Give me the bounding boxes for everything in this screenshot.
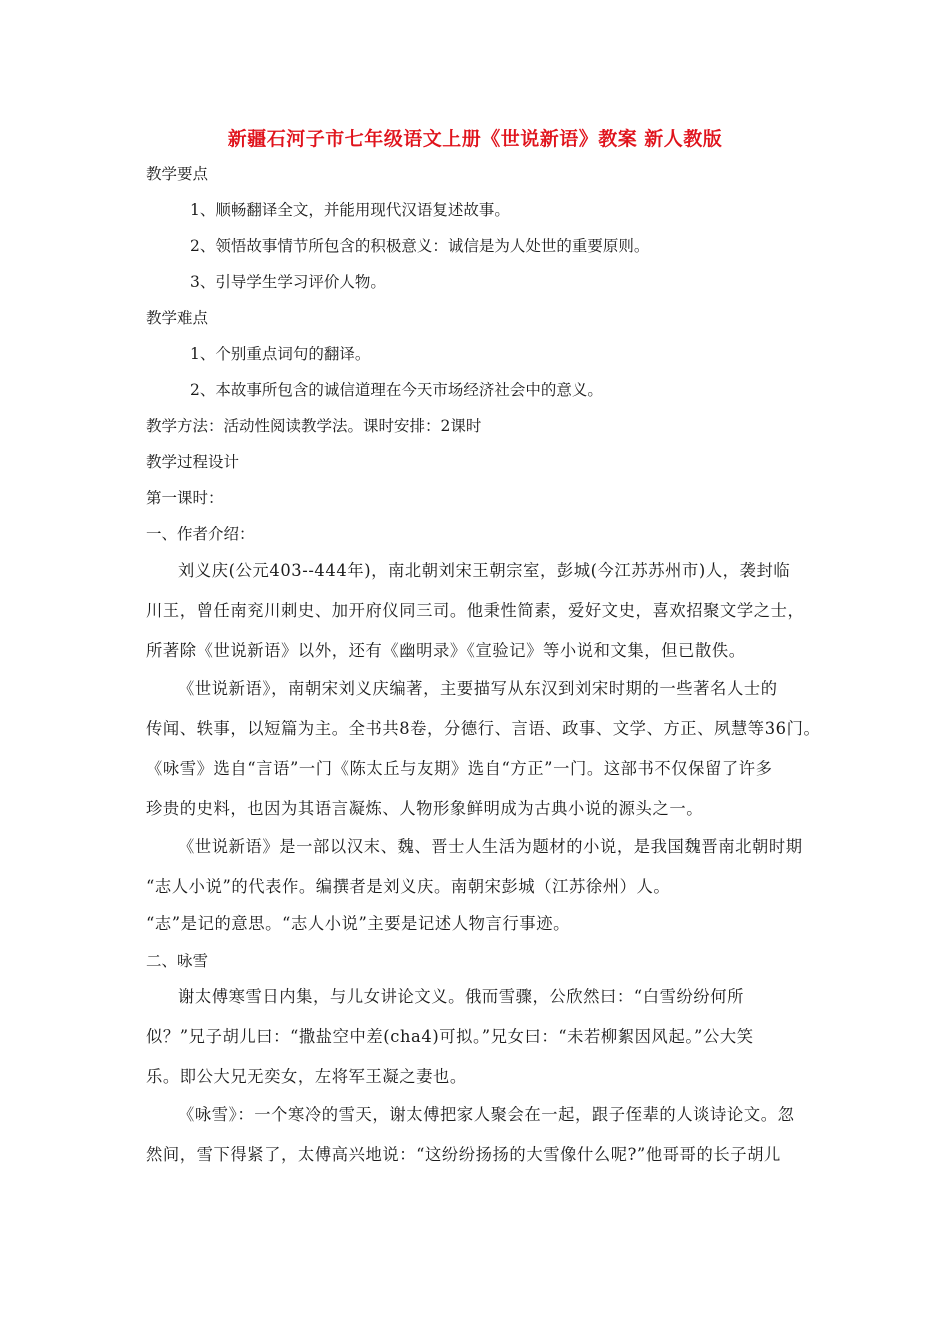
heading-process-design: 教学过程设计 <box>146 453 240 471</box>
paragraph-yongxue-line-2: 似？”兄子胡儿曰：“撒盐空中差(cha4)可拟。”兄女曰：“未若柳絮因风起。”公大笑 <box>146 1027 754 1046</box>
heading-author-intro: 一、作者介绍： <box>146 525 255 543</box>
paragraph-author-line-1: 刘义庆(公元403--444年)，南北朝刘宋王朝宗室，彭城(今江苏苏州市)人，袭封临 <box>178 561 791 580</box>
paragraph-book-line-4: 珍贵的史料，也因为其语言凝炼、人物形象鲜明成为古典小说的源头之一。 <box>146 799 704 818</box>
difficulty-1: 1、个别重点词句的翻译。 <box>190 345 371 363</box>
paragraph-translation-line-2: 然间，雪下得紧了，太傅高兴地说：“这纷纷扬扬的大雪像什么呢?”他哥哥的长子胡儿 <box>146 1145 781 1164</box>
teaching-point-1: 1、顺畅翻译全文，并能用现代汉语复述故事。 <box>190 201 510 219</box>
heading-yong-xue: 二、咏雪 <box>146 952 209 970</box>
teaching-point-3: 3、引导学生学习评价人物。 <box>190 273 386 291</box>
paragraph-novel-line-2: “志人小说”的代表作。编撰者是刘义庆。南朝宋彭城（江苏徐州）人。 <box>146 877 671 896</box>
heading-first-lesson: 第一课时： <box>146 489 224 507</box>
heading-teaching-points: 教学要点 <box>146 165 209 183</box>
paragraph-book-line-2: 传闻、轶事，以短篇为主。全书共8卷，分德行、言语、政事、文学、方正、夙慧等36门。 <box>146 719 821 738</box>
heading-teaching-difficulties: 教学难点 <box>146 309 209 327</box>
paragraph-book-line-3: 《咏雪》选自“言语”一门《陈太丘与友期》选自“方正”一门。这部书不仅保留了许多 <box>146 759 773 778</box>
paragraph-book-line-1: 《世说新语》，南朝宋刘义庆编著，主要描写从东汉到刘宋时期的一些著名人士的 <box>178 679 778 698</box>
paragraph-novel-line-1: 《世说新语》是一部以汉末、魏、晋士人生活为题材的小说，是我国魏晋南北朝时期 <box>178 837 803 856</box>
paragraph-yongxue-line-3: 乐。即公大兄无奕女，左将军王凝之妻也。 <box>146 1067 467 1086</box>
paragraph-author-line-3: 所著除《世说新语》以外，还有《幽明录》《宣验记》等小说和文集，但已散佚。 <box>146 641 746 660</box>
paragraph-author-line-2: 川王，曾任南兖川刺史、加开府仪同三司。他秉性简素，爱好文史，喜欢招聚文学之士， <box>146 601 805 620</box>
difficulty-2: 2、本故事所包含的诚信道理在今天市场经济社会中的意义。 <box>190 381 603 399</box>
paragraph-yongxue-line-1: 谢太傅寒雪日内集，与儿女讲论文义。俄而雪骤，公欣然曰：“白雪纷纷何所 <box>178 987 745 1006</box>
teaching-method: 教学方法：活动性阅读教学法。课时安排：2课时 <box>146 417 482 435</box>
teaching-point-2: 2、领悟故事情节所包含的积极意义：诚信是为人处世的重要原则。 <box>190 237 650 255</box>
paragraph-translation-line-1: 《咏雪》：一个寒冷的雪天，谢太傅把家人聚会在一起，跟子侄辈的人谈诗论文。忽 <box>178 1105 795 1124</box>
document-title: 新疆石河子市七年级语文上册《世说新语》教案 新人教版 <box>227 128 723 150</box>
paragraph-zhi-meaning: “志”是记的意思。“志人小说”主要是记述人物言行事迹。 <box>146 914 570 933</box>
